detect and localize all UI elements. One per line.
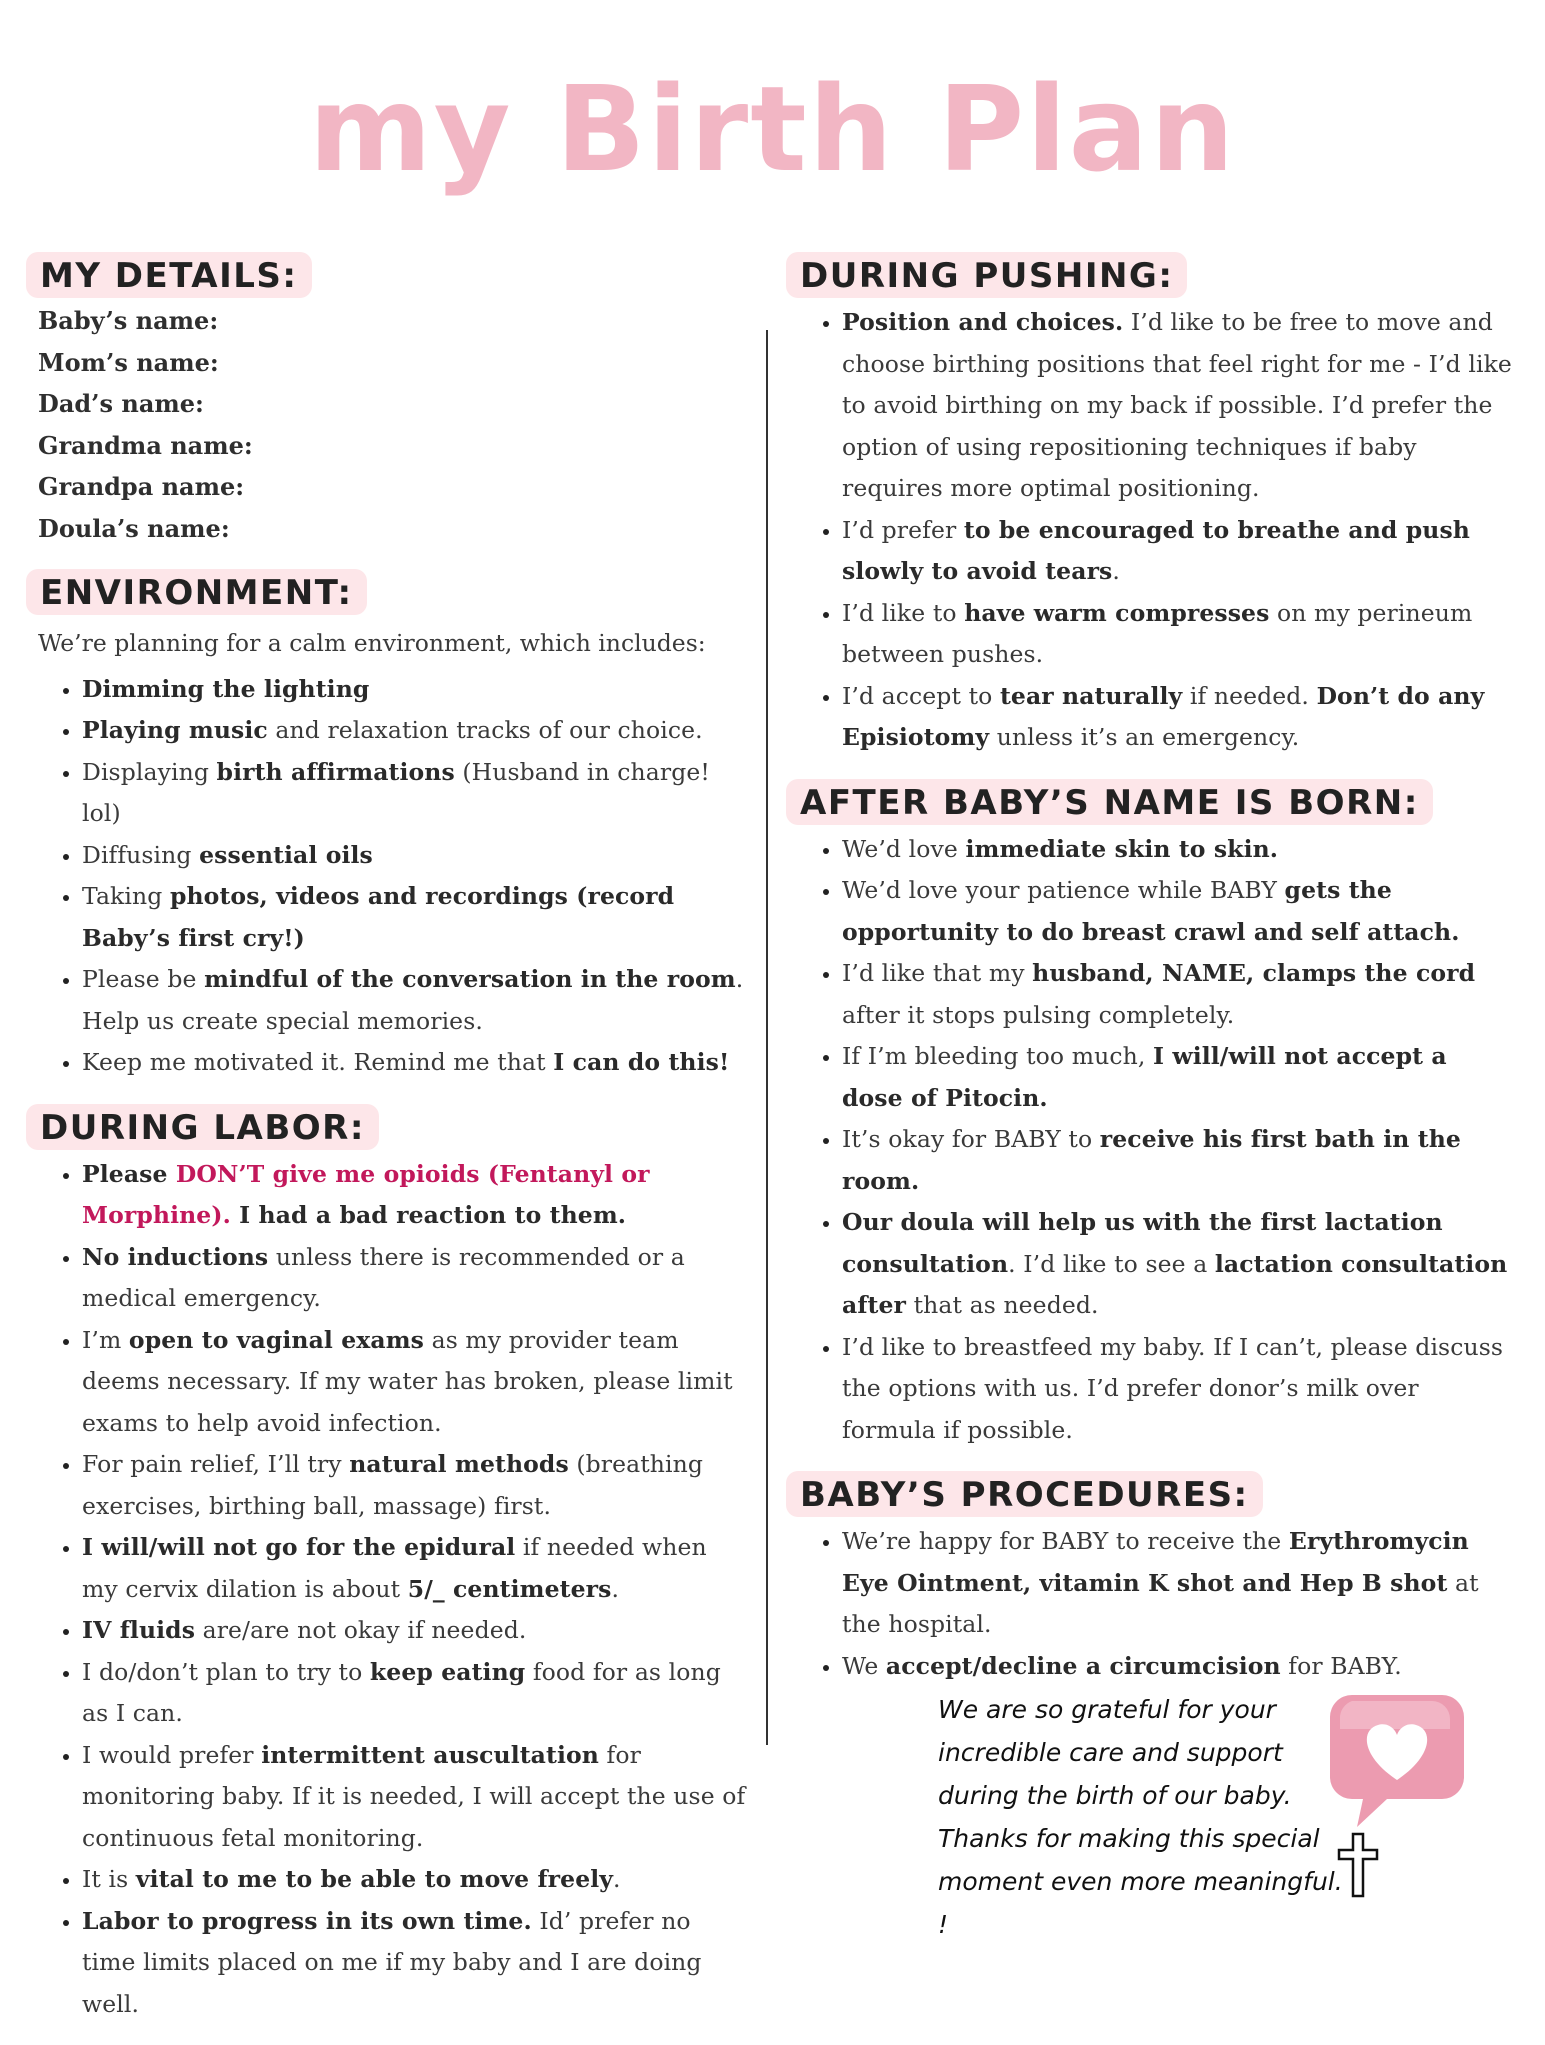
detail-item: Grandpa name: [38, 472, 245, 501]
list-item: • Dimming the lighting [82, 669, 746, 711]
after-birth-section [786, 779, 1514, 1452]
detail-item: Mom’s name: [38, 347, 219, 377]
thank-you-note: We are so grateful for your incredible care and support during the birth of our baby. Thanks for making this special moment even more meaningful. ! [938, 1695, 1343, 1939]
list-item: • I’d accept to tear naturally if needed. Don’t do any Episiotomy unless it’s an emergency. [842, 676, 1514, 759]
environment-heading: ENVIRONMENT: [26, 569, 367, 615]
labor-heading: DURING LABOR: [26, 1104, 379, 1150]
after-birth-heading: AFTER BABY’S NAME IS BORN: [786, 779, 1433, 825]
list-item: • Position and choices. I’d like to be free to move and choose birthing positions that feel right for me - I’d like to avoid birthing on my back if possible. I’d prefer the option of using repositioning techniques if baby requires more optimal positioning. [842, 302, 1514, 510]
environment-intro: We’re planning for a calm environment, which includes: [38, 629, 706, 657]
list-item: • I’d like that my husband, NAME, clamps the cord after it stops pulsing completely. [842, 953, 1514, 1036]
list-item: • No inductions unless there is recommended or a medical emergency. [82, 1237, 746, 1320]
list-item: • We’d love immediate skin to skin. [842, 829, 1514, 871]
list-item: • I do/don’t plan to try to keep eating food for as long as I can. [82, 1652, 746, 1735]
list-item: • Displaying birth affirmations (Husband in charge! lol) [82, 752, 746, 835]
list-item: • Playing music and relaxation tracks of our choice. [82, 710, 746, 752]
list-item: • Taking photos, videos and recordings (record Baby’s first cry!) [82, 876, 746, 959]
detail-item: Doula’s name: [38, 513, 230, 543]
detail-item: Dad’s name: [38, 389, 204, 418]
environment-section [26, 569, 746, 1084]
details-list [38, 300, 746, 549]
list-item: • Diffusing essential oils [82, 835, 746, 877]
list-item: • I’d like to breastfeed my baby. If I can’t, please discuss the options with us. I’d prefer donor’s milk over formula if possible. [842, 1327, 1514, 1452]
detail-item: Baby’s name: [38, 306, 219, 335]
pushing-section [786, 252, 1514, 759]
procedures-list [786, 1521, 1514, 1687]
right-column [786, 252, 1514, 1707]
labor-section [26, 1104, 746, 2026]
list-item: • Keep me motivated it. Remind me that I can do this! [82, 1042, 746, 1084]
list-item: • I’d prefer to be encouraged to breathe and push slowly to avoid tears. [842, 510, 1514, 593]
cross-icon [1334, 1830, 1382, 1900]
procedures-heading: BABY’S PROCEDURES: [786, 1471, 1263, 1517]
heart-bubble-icon [1322, 1685, 1472, 1835]
details-heading: MY DETAILS: [26, 252, 312, 298]
page-title: my Birth Plan [308, 60, 1237, 198]
list-item: • We’re happy for BABY to receive the Erythromycin Eye Ointment, vitamin K shot and Hep B shot at the hospital. [842, 1521, 1514, 1646]
list-item: • I’m open to vaginal exams as my provider team deems necessary. If my water has broken, please limit exams to help avoid infection. [82, 1320, 746, 1445]
left-column [26, 252, 746, 2045]
detail-item: Grandma name: [38, 430, 253, 460]
pushing-heading: DURING PUSHING: [786, 252, 1187, 298]
pushing-list [786, 302, 1514, 759]
list-item: • I’d like to have warm compresses on my perineum between pushes. [842, 593, 1514, 676]
list-item: • We accept/decline a circumcision for BABY. [842, 1646, 1514, 1688]
list-item: • We’d love your patience while BABY gets the opportunity to do breast crawl and self attach. [842, 870, 1514, 953]
labor-list [26, 1154, 746, 2026]
column-divider [766, 330, 768, 1745]
environment-list [26, 669, 746, 1084]
procedures-section [786, 1471, 1514, 1687]
list-item: • Please DON’T give me opioids (Fentanyl or Morphine). I had a bad reaction to them. [82, 1154, 746, 1237]
list-item: • IV fluids are/are not okay if needed. [82, 1610, 746, 1652]
list-item: • I will/will not go for the epidural if needed when my cervix dilation is about 5/_ centimeters. [82, 1527, 746, 1610]
after-birth-list [786, 829, 1514, 1452]
list-item: • Labor to progress in its own time. Id’ prefer no time limits placed on me if my baby and I are doing well. [82, 1901, 746, 2026]
list-item: • For pain relief, I’ll try natural methods (breathing exercises, birthing ball, massage) first. [82, 1444, 746, 1527]
list-item: • If I’m bleeding too much, I will/will not accept a dose of Pitocin. [842, 1036, 1514, 1119]
list-item: • I would prefer intermittent auscultation for monitoring baby. If it is needed, I will accept the use of continuous fetal monitoring. [82, 1735, 746, 1860]
list-item: • Please be mindful of the conversation in the room. Help us create special memories. [82, 959, 746, 1042]
details-section [26, 252, 746, 549]
list-item: • Our doula will help us with the first lactation consultation. I’d like to see a lactation consultation after that as needed. [842, 1202, 1514, 1327]
list-item: • It is vital to me to be able to move freely. [82, 1859, 746, 1901]
list-item: • It’s okay for BABY to receive his first bath in the room. [842, 1119, 1514, 1202]
